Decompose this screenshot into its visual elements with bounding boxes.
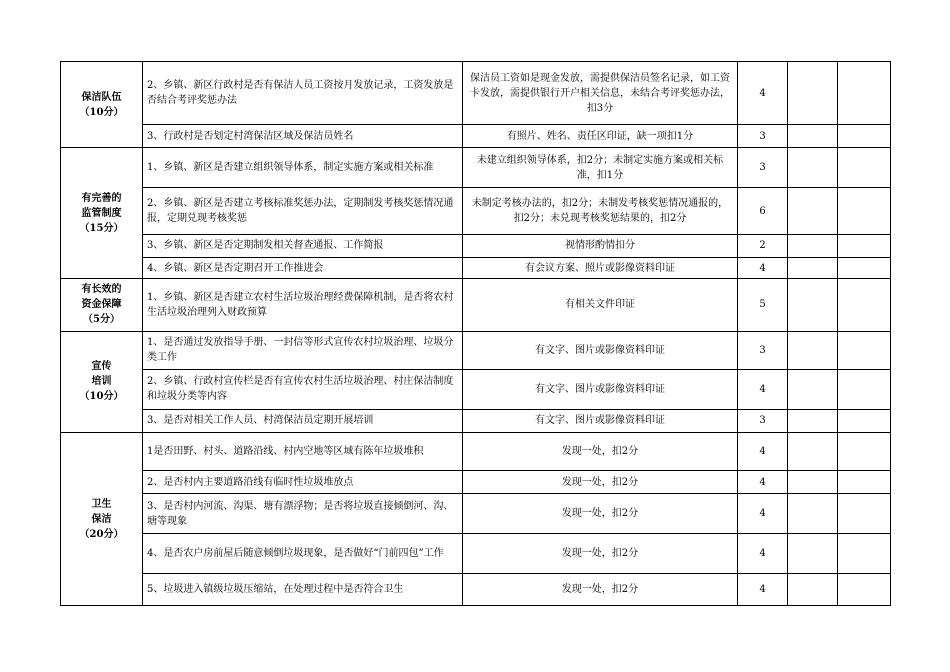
item-cell: 5、垃圾进入镇级垃圾压缩站，在处理过程中是否符合卫生 [143, 574, 463, 606]
item-cell: 2、乡镇、新区是否建立考核标准奖惩办法，定期制发考核奖惩情况通报，定期兑现考核奖惩 [143, 188, 463, 234]
table-row [61, 433, 891, 471]
table-row [61, 125, 891, 148]
rule-cell: 发现一处，扣2分 [463, 534, 738, 574]
table-row [61, 234, 891, 257]
blank-cell [788, 433, 838, 471]
item-cell: 4、是否农户房前屋后随意倾倒垃圾现象，是否做好“门前四包”工作 [143, 534, 463, 574]
blank-cell [838, 369, 891, 409]
item-cell: 2、乡镇、新区行政村是否有保洁人员工资按月发放记录，工资发放是否结合考评奖惩办法 [143, 62, 463, 125]
table-row [61, 331, 891, 369]
blank-cell [838, 534, 891, 574]
blank-cell [788, 470, 838, 493]
category-cell [61, 433, 143, 606]
rule-cell: 发现一处，扣2分 [463, 470, 738, 493]
category-label: （10分） [79, 106, 124, 118]
category-label: （10分） [79, 391, 124, 403]
blank-cell [788, 574, 838, 606]
rule-cell: 有照片、姓名、责任区印证，缺一项扣1分 [463, 125, 738, 148]
score-cell: 5 [738, 279, 788, 332]
blank-cell [838, 125, 891, 148]
score-cell: 4 [738, 534, 788, 574]
item-cell: 4、乡镇、新区是否定期召开工作推进会 [143, 258, 463, 279]
category-label: 宣传 [91, 361, 112, 373]
item-cell: 1是否田野、村头、道路沿线、村内空地等区域有陈年垃圾堆积 [143, 433, 463, 471]
blank-cell [838, 494, 891, 534]
rule-cell: 发现一处，扣2分 [463, 494, 738, 534]
category-label: 有完善的 [81, 192, 122, 204]
blank-cell [838, 574, 891, 606]
category-cell [61, 148, 143, 279]
blank-cell [788, 148, 838, 188]
category-label: 卫生 [91, 498, 112, 510]
blank-cell [838, 62, 891, 125]
blank-cell [838, 409, 891, 432]
blank-cell [788, 125, 838, 148]
blank-cell [838, 470, 891, 493]
blank-cell [788, 188, 838, 234]
rule-cell: 发现一处，扣2分 [463, 433, 738, 471]
score-cell: 4 [738, 369, 788, 409]
item-cell: 3、是否对相关工作人员、村湾保洁员定期开展培训 [143, 409, 463, 432]
score-cell: 4 [738, 494, 788, 534]
table-row [61, 574, 891, 606]
rule-cell: 有文字、图片或影像资料印证 [463, 331, 738, 369]
blank-cell [788, 534, 838, 574]
score-cell: 3 [738, 148, 788, 188]
table-row [61, 494, 891, 534]
category-label: 保洁 [91, 513, 112, 525]
score-cell: 4 [738, 258, 788, 279]
table-row [61, 62, 891, 125]
category-label: （20分） [79, 528, 124, 540]
score-cell: 2 [738, 234, 788, 257]
rule-cell: 有相关文件印证 [463, 279, 738, 332]
blank-cell [838, 148, 891, 188]
category-cell [61, 279, 143, 332]
item-cell: 3、行政村是否划定村湾保洁区域及保洁员姓名 [143, 125, 463, 148]
category-label: （5分） [83, 314, 120, 326]
blank-cell [788, 258, 838, 279]
blank-cell [838, 433, 891, 471]
blank-cell [788, 279, 838, 332]
table-body [61, 62, 891, 606]
rule-cell: 未制定考核办法的，扣2分；未制发考核奖惩情况通报的，扣2分；未兑现考核奖惩结果的，扣2分 [463, 188, 738, 234]
blank-cell [788, 331, 838, 369]
category-label: （15分） [79, 222, 124, 234]
category-cell [61, 331, 143, 432]
score-cell: 3 [738, 125, 788, 148]
category-label: 保洁队伍 [81, 91, 122, 103]
table-row [61, 369, 891, 409]
blank-cell [788, 409, 838, 432]
category-label: 监管制度 [81, 207, 122, 219]
item-cell: 3、乡镇、新区是否定期制发相关督查通报、工作简报 [143, 234, 463, 257]
item-cell: 1、是否通过发放指导手册、一封信等形式宣传农村垃圾治理、垃圾分类工作 [143, 331, 463, 369]
category-label: 培训 [91, 376, 112, 388]
rule-cell: 未建立组织领导体系，扣2分；未制定实施方案或相关标准，扣1分 [463, 148, 738, 188]
score-cell: 3 [738, 331, 788, 369]
table-row [61, 279, 891, 332]
blank-cell [838, 188, 891, 234]
blank-cell [838, 279, 891, 332]
table-row [61, 534, 891, 574]
blank-cell [838, 234, 891, 257]
score-cell: 3 [738, 409, 788, 432]
item-cell: 1、乡镇、新区是否建立组织领导体系，制定实施方案或相关标准 [143, 148, 463, 188]
score-cell: 4 [738, 433, 788, 471]
rule-cell: 有文字、图片或影像资料印证 [463, 409, 738, 432]
blank-cell [838, 331, 891, 369]
score-cell: 6 [738, 188, 788, 234]
category-cell [61, 62, 143, 148]
item-cell: 3、是否村内河流、沟渠、塘有漂浮物；是否将垃圾直接倾倒河、沟、塘等现象 [143, 494, 463, 534]
category-label: 有长效的 [81, 284, 122, 296]
item-cell: 1、乡镇、新区是否建立农村生活垃圾治理经费保障机制，是否将农村生活垃圾治理列入财政预算 [143, 279, 463, 332]
blank-cell [788, 369, 838, 409]
table-row [61, 188, 891, 234]
rule-cell: 有会议方案、照片或影像资料印证 [463, 258, 738, 279]
category-label: 资金保障 [81, 299, 122, 311]
score-cell: 4 [738, 470, 788, 493]
item-cell: 2、乡镇、行政村宣传栏是否有宣传农村生活垃圾治理、村庄保洁制度和垃圾分类等内容 [143, 369, 463, 409]
item-cell: 2、是否村内主要道路沿线有临时性垃圾堆放点 [143, 470, 463, 493]
score-cell: 4 [738, 574, 788, 606]
rule-cell: 保洁员工资如是现金发放，需提供保洁员签名记录，如工资卡发放，需提供银行开户相关信息，未结合考评奖惩办法，扣3分 [463, 62, 738, 125]
rule-cell: 发现一处，扣2分 [463, 574, 738, 606]
score-cell: 4 [738, 62, 788, 125]
blank-cell [788, 234, 838, 257]
table-row [61, 470, 891, 493]
blank-cell [788, 62, 838, 125]
rule-cell: 视情形酌情扣分 [463, 234, 738, 257]
assessment-table [60, 61, 891, 606]
rule-cell: 有文字、图片或影像资料印证 [463, 369, 738, 409]
table-row [61, 258, 891, 279]
blank-cell [838, 258, 891, 279]
table-row [61, 148, 891, 188]
blank-cell [788, 494, 838, 534]
table-row [61, 409, 891, 432]
